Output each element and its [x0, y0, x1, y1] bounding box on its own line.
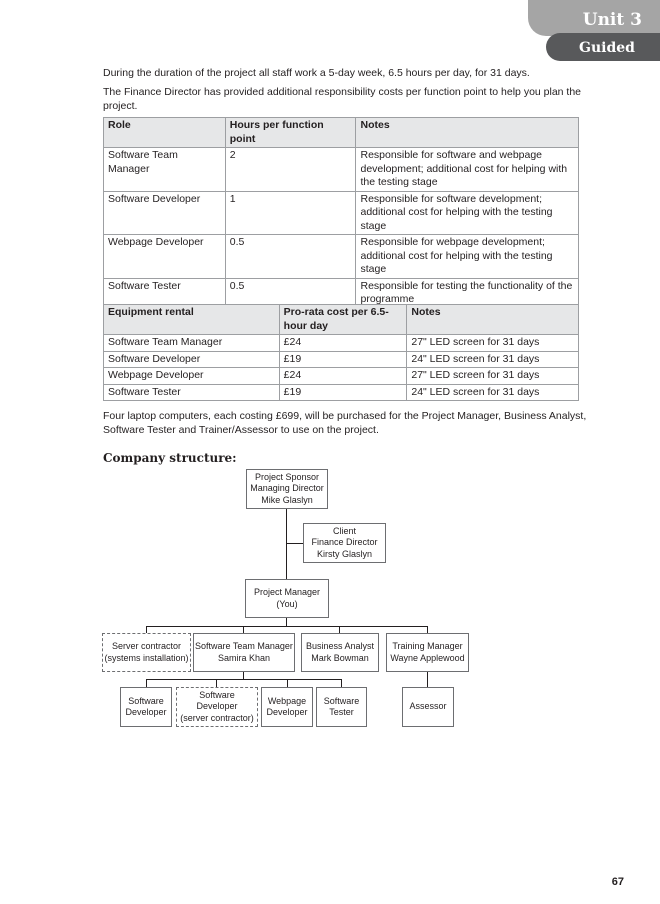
column-header: Notes [356, 118, 579, 148]
box-line: Business Analyst [305, 641, 375, 651]
table-row [104, 335, 579, 352]
box-line: Assessor [409, 701, 447, 712]
table-cell: Responsible for software development; additional cost for helping with the testing stage [356, 191, 579, 235]
company-structure-heading: Company structure: [103, 451, 237, 465]
box-line: Training Manager [392, 641, 463, 651]
table-cell: Responsible for testing the functionality of the programme [356, 278, 579, 308]
table-cell: £19 [279, 351, 407, 368]
box-line: Client [332, 525, 356, 536]
roles-table [103, 117, 579, 309]
table-cell: 27" LED screen for 31 days [407, 335, 579, 352]
column-header: Equipment rental [104, 305, 280, 335]
connector-line [427, 672, 428, 687]
table-row [104, 235, 579, 279]
table-row [104, 368, 579, 385]
box-line: Project Sponsor [254, 471, 320, 482]
connector-line [243, 672, 244, 679]
webpage-developer-box [261, 687, 313, 727]
connector-line [286, 618, 287, 626]
training-manager-box [386, 633, 469, 672]
guided-tab: Guided [546, 33, 660, 61]
table-cell: £19 [279, 384, 407, 401]
unit-tab: Unit 3 [528, 0, 660, 36]
table-cell: Webpage Developer [104, 368, 280, 385]
table-cell: 24" LED screen for 31 days [407, 384, 579, 401]
connector-line [216, 679, 217, 687]
equipment-table [103, 304, 579, 401]
laptops-paragraph: Four laptop computers, each costing £699, will be purchased for the Project Manager, Business Analyst, Software Tester and Trainer/Assessor to use on the project. [103, 410, 587, 436]
software-tester-box [316, 687, 367, 727]
table-row [104, 191, 579, 235]
table-row [104, 351, 579, 368]
box-line: Managing Director [250, 483, 324, 494]
table-cell: Software Tester [104, 384, 280, 401]
box-line: Wayne Applewood [390, 652, 465, 663]
page-number: 67 [611, 876, 624, 888]
box-line: Software Team Manager [195, 641, 293, 651]
table-cell: Software Team Manager [104, 148, 226, 192]
connector-line [146, 626, 428, 627]
table-row [104, 384, 579, 401]
table-header-row [104, 305, 579, 335]
box-line: Tester [329, 707, 354, 717]
software-team-manager-box [193, 633, 295, 672]
table-cell: 2 [225, 148, 356, 192]
connector-line [287, 679, 288, 687]
table-cell: 27" LED screen for 31 days [407, 368, 579, 385]
table-cell: Software Team Manager [104, 335, 280, 352]
client-box [303, 523, 386, 563]
table-cell: Responsible for webpage development; additional cost for helping with the testing stage [356, 235, 579, 279]
table-cell: Software Developer [104, 191, 226, 235]
table-cell: 24" LED screen for 31 days [407, 351, 579, 368]
connector-line [243, 626, 244, 633]
box-line: Developer [125, 707, 167, 717]
project-manager-box [245, 579, 329, 618]
box-line: Mark Bowman [311, 652, 369, 663]
box-line: (You) [276, 598, 298, 609]
connector-line [286, 509, 287, 579]
business-analyst-box [301, 633, 379, 672]
connector-line [341, 679, 342, 687]
column-header: Notes [407, 305, 579, 335]
connector-line [427, 626, 428, 633]
table-cell: Webpage Developer [104, 235, 226, 279]
table-cell: Responsible for software and webpage development; additional cost for helping with the testing stage [356, 148, 579, 192]
assessor-box [402, 687, 454, 727]
software-developer-box [120, 687, 172, 727]
box-line: Webpage [267, 695, 307, 706]
table-cell: £24 [279, 335, 407, 352]
table-row [104, 148, 579, 192]
column-header: Hours per function point [225, 118, 356, 148]
connector-line [146, 679, 342, 680]
box-line: Software [128, 695, 164, 706]
connector-line [146, 679, 147, 687]
table-cell: Software Developer [104, 351, 280, 368]
box-line: Finance Director [311, 537, 378, 548]
box-line: Samira Khan [217, 652, 271, 663]
column-header: Role [104, 118, 226, 148]
box-line: Developer [266, 707, 308, 717]
column-header: Pro-rata cost per 6.5-hour day [279, 305, 407, 335]
table-cell: 0.5 [225, 235, 356, 279]
intro-paragraph-1: During the duration of the project all staff work a 5-day week, 6.5 hours per day, for 31 days. [103, 67, 530, 79]
table-cell: Software Tester [104, 278, 226, 308]
project-sponsor-box [246, 469, 328, 509]
box-line: Software [323, 695, 360, 706]
table-cell: £24 [279, 368, 407, 385]
table-cell: 1 [225, 191, 356, 235]
connector-line [339, 626, 340, 633]
table-cell: 0.5 [225, 278, 356, 308]
intro-paragraph-2: The Finance Director has provided additional responsibility costs per function point to help you plan the project. [103, 86, 582, 112]
connector-line [286, 543, 303, 544]
box-line: (systems installation) [104, 652, 189, 663]
box-line: Software [199, 689, 235, 700]
box-line: Developer [196, 701, 238, 712]
box-line: Kirsty Glaslyn [316, 548, 372, 559]
software-developer-contractor-box [176, 687, 258, 727]
table-header-row [104, 118, 579, 148]
box-line: Mike Glaslyn [261, 494, 313, 505]
box-line: Server contractor [111, 641, 182, 651]
box-line: Project Manager [253, 587, 321, 597]
box-line: (server contractor) [180, 712, 254, 723]
connector-line [146, 626, 147, 633]
server-contractor-box [102, 633, 191, 672]
